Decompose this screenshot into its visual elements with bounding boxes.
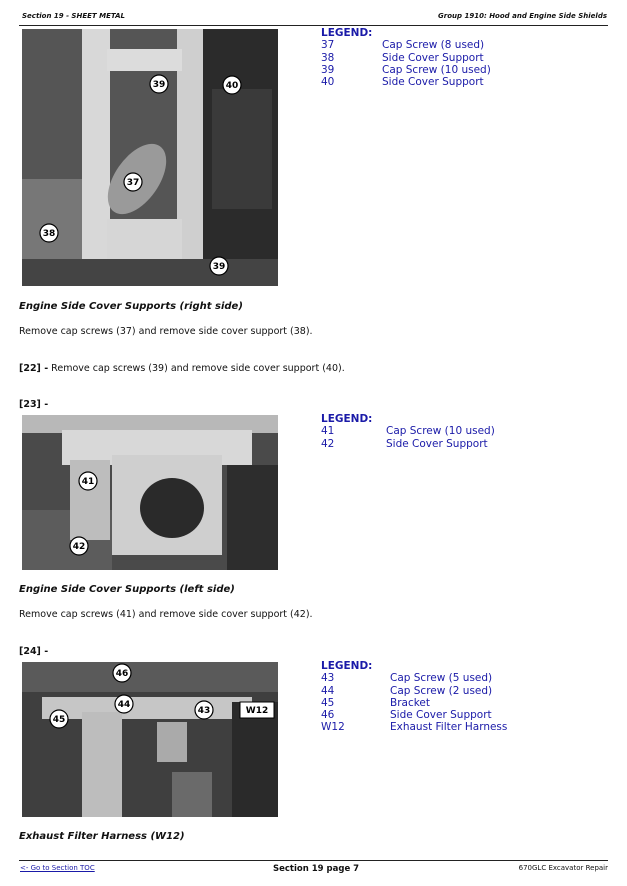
figure3-legend [321, 660, 541, 734]
figure2-legend [321, 413, 521, 450]
legend-desc: Side Cover Support [386, 437, 488, 450]
legend-row [321, 64, 521, 76]
legend-row [321, 39, 521, 51]
header-divider [19, 25, 608, 26]
step-24-label: [24] - [19, 646, 49, 657]
callout-39: 39 [152, 80, 166, 90]
section-title: Section 19 - SHEET METAL [22, 12, 125, 20]
step-23-label: [23] - [19, 399, 49, 410]
document-title: 670GLC Excavator Repair [518, 864, 608, 872]
legend-num: 37 [321, 39, 335, 52]
legend-desc: Exhaust Filter Harness [390, 721, 508, 734]
step-22 [19, 363, 345, 374]
legend-row [321, 52, 521, 64]
legend-title: LEGEND: [321, 660, 373, 672]
legend-title: LEGEND: [321, 27, 373, 39]
legend-num: 46 [321, 709, 335, 722]
page-number: Section 19 page 7 [273, 864, 360, 874]
legend-row [321, 685, 541, 697]
callout-37: 37 [126, 178, 140, 188]
legend-row [321, 709, 541, 721]
step-22-text: Remove cap screws (39) and remove side cover support (40). [48, 363, 345, 374]
callout-42: 42 [72, 542, 86, 552]
footer-divider [19, 860, 608, 861]
figure1-legend [321, 27, 521, 88]
legend-num: 42 [321, 437, 335, 450]
legend-num: 43 [321, 672, 335, 685]
legend-num: 41 [321, 425, 335, 438]
toc-link[interactable]: <- Go to Section TOC [20, 864, 95, 872]
legend-row [321, 721, 541, 733]
legend-row [321, 76, 521, 88]
callout-40: 40 [225, 81, 239, 91]
legend-row [321, 672, 541, 684]
legend-desc: Side Cover Support [382, 76, 484, 89]
legend-num: 38 [321, 51, 335, 64]
legend-num: 44 [321, 684, 335, 697]
legend-num: W12 [321, 721, 345, 734]
legend-num: 45 [321, 696, 335, 709]
legend-num: 40 [321, 76, 335, 89]
legend-desc: Cap Screw (8 used) [382, 39, 485, 52]
page-footer [20, 864, 608, 878]
callout-39-b: 39 [212, 262, 226, 272]
legend-desc: Cap Screw (2 used) [390, 684, 493, 697]
callout-43: 43 [197, 706, 211, 716]
legend-desc: Cap Screw (5 used) [390, 672, 493, 685]
callout-38: 38 [42, 229, 56, 239]
callout-44: 44 [117, 700, 131, 710]
legend-desc: Side Cover Support [390, 709, 492, 722]
legend-desc: Bracket [390, 696, 431, 709]
figure1-caption: Engine Side Cover Supports (right side) [19, 301, 243, 312]
legend-row [321, 438, 521, 450]
legend-row [321, 425, 521, 437]
legend-desc: Side Cover Support [382, 51, 484, 64]
callout-w12: W12 [245, 706, 269, 716]
figure3-photo [22, 662, 278, 817]
group-title: Group 1910: Hood and Engine Side Shields [438, 12, 607, 20]
legend-desc: Cap Screw (10 used) [382, 63, 491, 76]
figure1-instruction: Remove cap screws (37) and remove side cover support (38). [19, 326, 313, 337]
legend-title: LEGEND: [321, 413, 373, 425]
callout-46: 46 [115, 669, 129, 679]
figure1-photo [22, 29, 278, 286]
callout-41: 41 [81, 477, 95, 487]
figure3-caption: Exhaust Filter Harness (W12) [19, 831, 185, 842]
page-header [22, 12, 607, 26]
legend-row [321, 697, 541, 709]
legend-num: 39 [321, 63, 335, 76]
figure2-caption: Engine Side Cover Supports (left side) [19, 584, 235, 595]
callout-45: 45 [52, 715, 66, 725]
legend-desc: Cap Screw (10 used) [386, 425, 495, 438]
step-22-label: [22] - [19, 363, 49, 374]
figure2-instruction: Remove cap screws (41) and remove side cover support (42). [19, 609, 313, 620]
figure2-photo [22, 415, 278, 570]
